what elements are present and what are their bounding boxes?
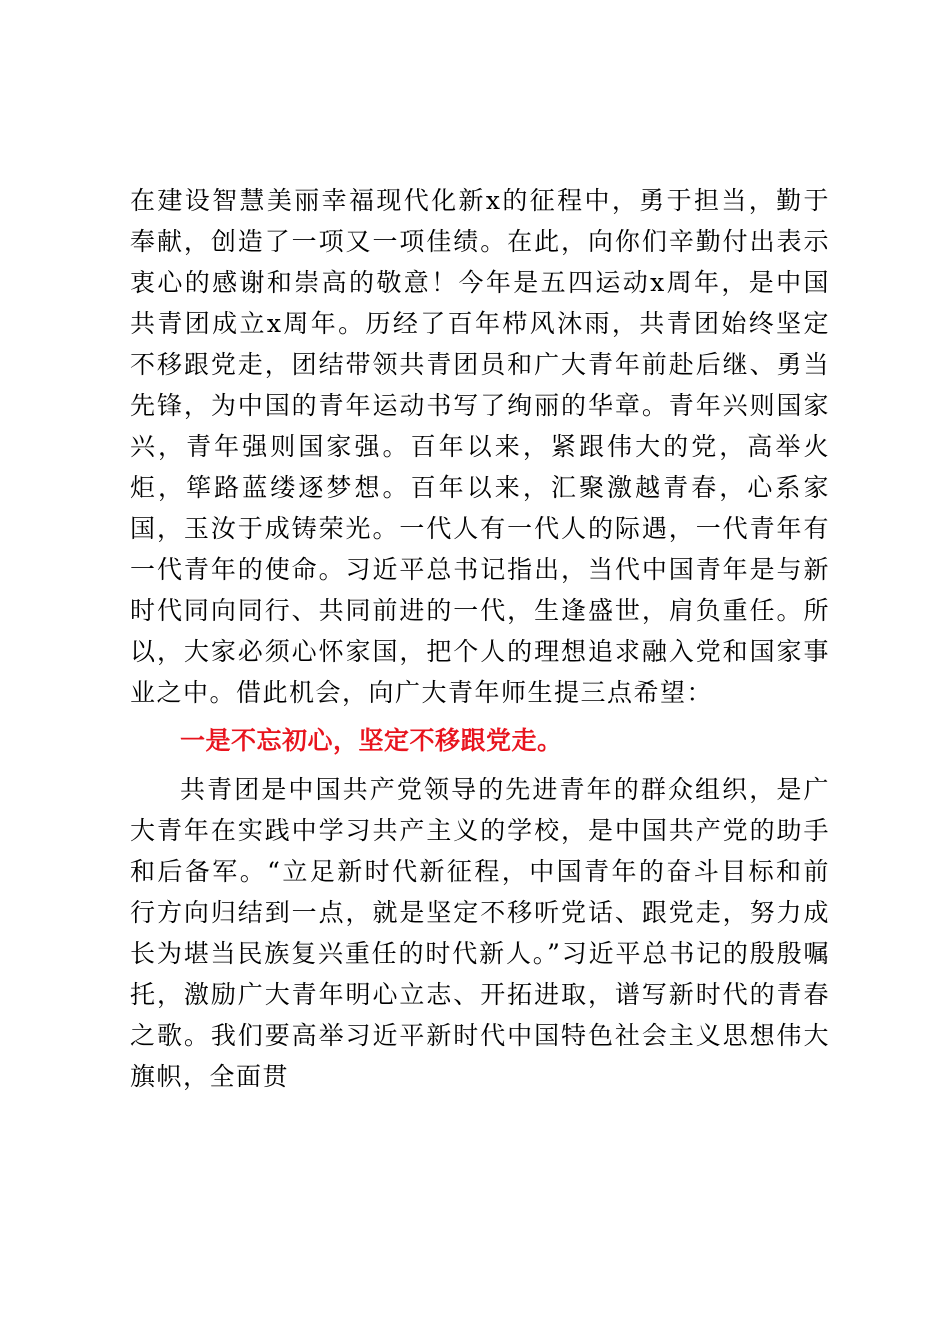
paragraph-section-1: 共青团是中国共产党领导的先进青年的群众组织，是广大青年在实践中学习共产主义的学校，是中国共产党的助手和后备军。“立足新时代新征程，中国青年的奋斗目标和前行方向归结到一点，就是坚定不移听党话、跟党走，努力成长为堪当民族复兴重任的时代新人。”习近平总书记的殷殷嘱托，激励广大青年明心立志、开拓进取，谱写新时代的青春之歌。我们要高举习近平新时代中国特色社会主义思想伟大旗帜，全面贯 bbox=[130, 775, 830, 1091]
section-heading-1: 一是不忘初心，坚定不移跟党走。 bbox=[180, 726, 563, 755]
document-body bbox=[130, 180, 830, 1097]
paragraph-intro: 在建设智慧美丽幸福现代化新x的征程中，勇于担当，勤于奉献，创造了一项又一项佳绩。在此，向你们辛勤付出表示衷心的感谢和崇高的敬意！今年是五四运动x周年，是中国共青团成立x周年。历经了百年栉风沐雨，共青团始终坚定不移跟党走，团结带领共青团员和广大青年前赴后继、勇当先锋，为中国的青年运动书写了绚丽的华章。青年兴则国家兴，青年强则国家强。百年以来，紧跟伟大的党，高举火炬，筚路蓝缕逐梦想。百年以来，汇聚激越青春，心系家国，玉汝于成铸荣光。一代人有一代人的际遇，一代青年有一代青年的使命。习近平总书记指出，当代中国青年是与新时代同向同行、共同前进的一代，生逢盛世，肩负重任。所以，大家必须心怀家国，把个人的理想追求融入党和国家事业之中。借此机会，向广大青年师生提三点希望： bbox=[130, 186, 830, 707]
